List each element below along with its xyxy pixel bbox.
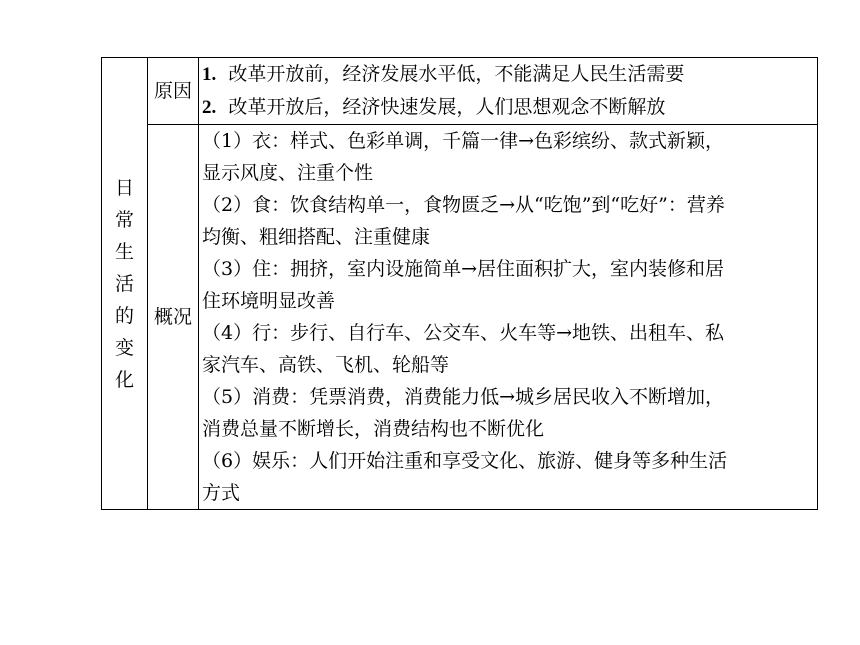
- reason-item: [202, 58, 815, 91]
- overview-item-consumption: [202, 381, 815, 445]
- overview-item-entertainment: [202, 445, 815, 509]
- overview-row: [102, 125, 818, 510]
- topic-text: 日常生活的变化: [114, 176, 134, 391]
- reasons-label: 原因: [153, 80, 192, 102]
- overview-item-line: （2）食：饮食结构单一，食物匮乏→从“吃饱”到“吃好”：营养: [202, 194, 725, 216]
- overview-label-cell: [148, 125, 199, 510]
- topic-cell: [102, 58, 148, 510]
- overview-item-line: 方式: [202, 482, 241, 504]
- overview-item-line: 家汽车、高铁、飞机、轮船等: [202, 354, 450, 376]
- overview-item-line: 均衡、粗细搭配、注重健康: [202, 226, 431, 248]
- overview-item-clothing: [202, 125, 815, 189]
- reasons-row: [102, 58, 818, 125]
- overview-item-line: 显示风度、注重个性: [202, 162, 374, 184]
- overview-item-line: （1）衣：样式、色彩单调，千篇一律→色彩缤纷、款式新颖，: [202, 130, 725, 152]
- overview-item-line: （3）住：拥挤，室内设施简单→居住面积扩大，室内装修和居: [202, 258, 725, 280]
- reason-text: 改革开放前，经济发展水平低，不能满足人民生活需要: [228, 63, 685, 85]
- overview-label: 概况: [153, 306, 192, 328]
- overview-item-transport: [202, 317, 815, 381]
- reason-text: 改革开放后，经济快速发展，人们思想观念不断解放: [228, 96, 666, 118]
- reason-number: 1.: [202, 64, 217, 85]
- overview-content-cell: [199, 125, 818, 510]
- overview-item-line: （6）娱乐：人们开始注重和享受文化、旅游、健身等多种生活: [202, 450, 728, 472]
- overview-item-line: （4）行：步行、自行车、公交车、火车等→地铁、出租车、私: [202, 322, 725, 344]
- overview-item-line: （5）消费：凭票消费，消费能力低→城乡居民收入不断增加，: [202, 386, 725, 408]
- summary-table: [101, 57, 818, 510]
- overview-item-food: [202, 189, 815, 253]
- reasons-label-cell: [148, 58, 199, 125]
- reason-number: 2.: [202, 97, 217, 118]
- overview-item-line: 住环境明显改善: [202, 290, 336, 312]
- overview-item-line: 消费总量不断增长，消费结构也不断优化: [202, 418, 545, 440]
- reason-item: [202, 91, 815, 124]
- overview-item-housing: [202, 253, 815, 317]
- reasons-content-cell: [199, 58, 818, 125]
